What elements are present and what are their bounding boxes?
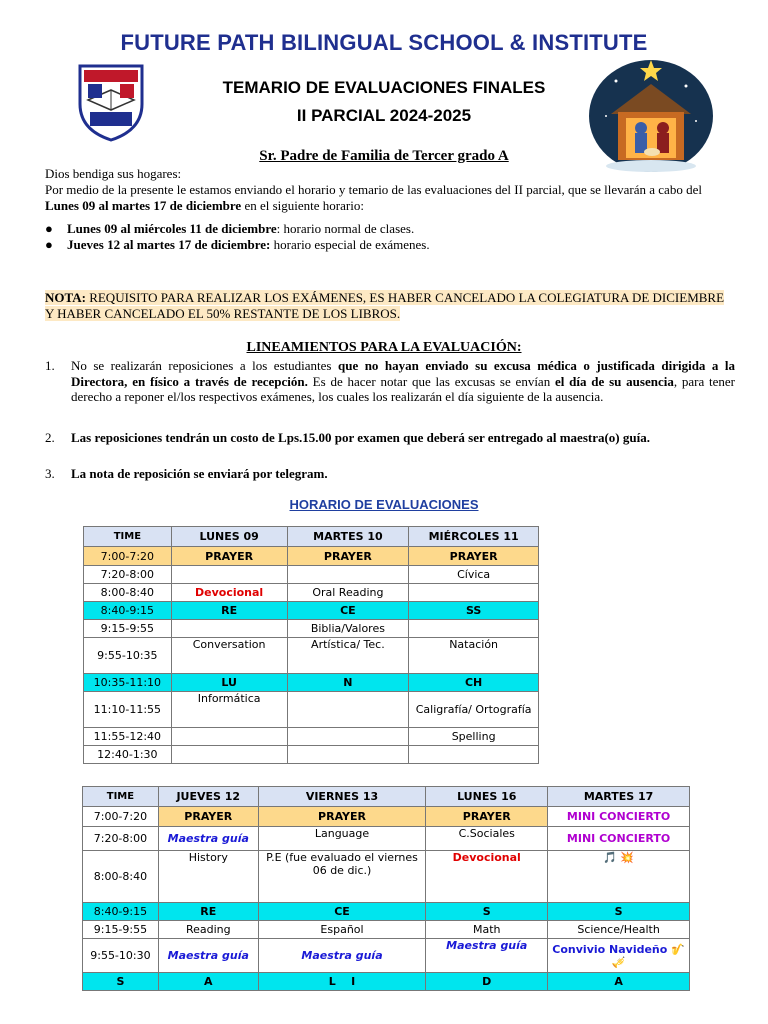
nota-requirement: NOTA: REQUISITO PARA REALIZAR LOS EXÁMENES, ES HABER CANCELADO LA COLEGIATURA DE DICIEMBRE Y HABER CANCELADO EL 50% RESTANTE DE LOS LIBROS. bbox=[45, 290, 725, 321]
schedule-cell bbox=[409, 746, 539, 764]
table-header-row bbox=[83, 787, 690, 807]
schedule-cell: Español bbox=[258, 921, 426, 939]
guideline-2: 2. Las reposiciones tendrán un costo de Lps.15.00 por examen que deberá ser entregado al maestra(o) guía. bbox=[45, 430, 650, 445]
guidelines-title: LINEAMIENTOS PARA LA EVALUACIÓN: bbox=[246, 340, 522, 355]
schedule-cell: C.Sociales bbox=[426, 827, 548, 851]
schedule-cell: S bbox=[548, 903, 690, 921]
schedule-cell: Biblia/Valores bbox=[287, 620, 409, 638]
salida-cell: A bbox=[548, 973, 690, 991]
table-row bbox=[83, 807, 690, 827]
time-cell: 11:10-11:55 bbox=[84, 692, 172, 728]
table-row bbox=[83, 903, 690, 921]
schedule-cell bbox=[287, 692, 409, 728]
schedule-cell bbox=[409, 620, 539, 638]
table-row bbox=[84, 547, 539, 566]
schedule-cell: S bbox=[426, 903, 548, 921]
schedule-table-week2 bbox=[82, 786, 690, 991]
table-row bbox=[83, 939, 690, 973]
schedule-cell: Oral Reading bbox=[287, 584, 409, 602]
schedule-cell: CE bbox=[258, 903, 426, 921]
school-logo bbox=[70, 60, 152, 142]
time-cell: 8:40-9:15 bbox=[84, 602, 172, 620]
schedule-cell: N bbox=[287, 674, 409, 692]
guideline-1: 1. No se realizarán reposiciones a los estudiantes que no hayan enviado su excusa médica o justificada dirigida a la Directora, en físico a través de recepción. Es de hacer notar que las excusas se envían el día de su ausencia, para tener derecho a reponer el/los respectivos exámenes, los cuales los realizarán el día siguiente de la ausencia. bbox=[45, 358, 735, 404]
time-cell: 8:40-9:15 bbox=[83, 903, 159, 921]
schedule-cell: CH bbox=[409, 674, 539, 692]
bullet-special-schedule: ● Jueves 12 al martes 17 de diciembre: horario especial de exámenes. bbox=[45, 237, 430, 252]
doc-subtitle: II PARCIAL 2024-2025 bbox=[296, 106, 472, 125]
time-cell: 12:40-1:30 bbox=[84, 746, 172, 764]
salida-cell: S bbox=[83, 973, 159, 991]
schedule-cell: Conversation bbox=[171, 638, 287, 674]
table-row bbox=[84, 602, 539, 620]
schedule-cell: Caligrafía/ Ortografía bbox=[409, 692, 539, 728]
greeting-line: Dios bendiga sus hogares: bbox=[45, 166, 182, 181]
schedule-table-week1 bbox=[83, 526, 539, 764]
schedule-cell bbox=[287, 728, 409, 746]
schedule-cell: Devocional bbox=[426, 851, 548, 903]
table-header-cell: MIÉRCOLES 11 bbox=[409, 527, 539, 547]
schedule-cell: Math bbox=[426, 921, 548, 939]
table-row bbox=[84, 584, 539, 602]
schedule-cell: 🎵 💥 bbox=[548, 851, 690, 903]
table-header-cell: LUNES 09 bbox=[171, 527, 287, 547]
schedule-cell: P.E (fue evaluado el viernes 06 de dic.) bbox=[258, 851, 426, 903]
schedule-cell: PRAYER bbox=[409, 547, 539, 566]
time-cell: 11:55-12:40 bbox=[84, 728, 172, 746]
table-row bbox=[83, 973, 690, 991]
schedule-cell: History bbox=[158, 851, 258, 903]
schedule-cell: CE bbox=[287, 602, 409, 620]
schedule-cell bbox=[171, 566, 287, 584]
bullet-normal-schedule: ● Lunes 09 al miércoles 11 de diciembre: horario normal de clases. bbox=[45, 221, 415, 236]
time-cell: 8:00-8:40 bbox=[84, 584, 172, 602]
salida-cell: L I bbox=[258, 973, 426, 991]
time-cell: 8:00-8:40 bbox=[83, 851, 159, 903]
table-header-cell: MARTES 10 bbox=[287, 527, 409, 547]
schedule-cell: Devocional bbox=[171, 584, 287, 602]
table-header-row bbox=[84, 527, 539, 547]
school-name: FUTURE PATH BILINGUAL SCHOOL & INSTITUTE bbox=[120, 30, 648, 55]
schedule-cell: PRAYER bbox=[287, 547, 409, 566]
schedule-cell: Natación bbox=[409, 638, 539, 674]
table-row bbox=[83, 921, 690, 939]
table-row bbox=[83, 827, 690, 851]
table-row bbox=[84, 746, 539, 764]
table-row bbox=[84, 674, 539, 692]
time-cell: 7:20-8:00 bbox=[83, 827, 159, 851]
table-header-cell: TIME bbox=[83, 787, 159, 807]
time-cell: 7:00-7:20 bbox=[83, 807, 159, 827]
table-row bbox=[84, 692, 539, 728]
schedule-cell bbox=[171, 620, 287, 638]
time-cell: 10:35-11:10 bbox=[84, 674, 172, 692]
schedule-cell: SS bbox=[409, 602, 539, 620]
time-cell: 7:00-7:20 bbox=[84, 547, 172, 566]
time-cell: 7:20-8:00 bbox=[84, 566, 172, 584]
schedule-cell: Artística/ Tec. bbox=[287, 638, 409, 674]
table-row bbox=[84, 620, 539, 638]
schedule-cell: RE bbox=[158, 903, 258, 921]
schedule-cell: Maestra guía bbox=[158, 827, 258, 851]
schedule-cell: Maestra guía bbox=[426, 939, 548, 973]
time-cell: 9:15-9:55 bbox=[83, 921, 159, 939]
schedule-cell: Reading bbox=[158, 921, 258, 939]
schedule-cell bbox=[287, 566, 409, 584]
schedule-cell bbox=[171, 728, 287, 746]
schedule-cell: Maestra guía bbox=[158, 939, 258, 973]
time-cell: 9:55-10:30 bbox=[83, 939, 159, 973]
schedule-cell: Science/Health bbox=[548, 921, 690, 939]
table-header-cell: TIME bbox=[84, 527, 172, 547]
schedule-cell: Language bbox=[258, 827, 426, 851]
schedule-cell: Convivio Navideño 🎷🎺 bbox=[548, 939, 690, 973]
schedule-cell bbox=[287, 746, 409, 764]
time-cell: 9:55-10:35 bbox=[84, 638, 172, 674]
salida-cell: A bbox=[158, 973, 258, 991]
schedule-cell: PRAYER bbox=[171, 547, 287, 566]
schedule-cell: RE bbox=[171, 602, 287, 620]
table-row bbox=[84, 728, 539, 746]
table-header-cell: MARTES 17 bbox=[548, 787, 690, 807]
schedule-cell: PRAYER bbox=[158, 807, 258, 827]
schedule-cell: Maestra guía bbox=[258, 939, 426, 973]
schedule-cell: Informática bbox=[171, 692, 287, 728]
schedule-cell bbox=[171, 746, 287, 764]
schedule-cell: MINI CONCIERTO bbox=[548, 827, 690, 851]
table-header-cell: LUNES 16 bbox=[426, 787, 548, 807]
table-row bbox=[83, 851, 690, 903]
salida-cell: D bbox=[426, 973, 548, 991]
schedule-cell: LU bbox=[171, 674, 287, 692]
schedule-cell: MINI CONCIERTO bbox=[548, 807, 690, 827]
schedule-title: HORARIO DE EVALUACIONES bbox=[289, 497, 479, 512]
schedule-cell: Cívica bbox=[409, 566, 539, 584]
schedule-cell: Spelling bbox=[409, 728, 539, 746]
table-row bbox=[84, 566, 539, 584]
addressee: Sr. Padre de Familia de Tercer grado A bbox=[259, 148, 509, 164]
table-header-cell: VIERNES 13 bbox=[258, 787, 426, 807]
schedule-cell: PRAYER bbox=[258, 807, 426, 827]
schedule-cell bbox=[409, 584, 539, 602]
table-header-cell: JUEVES 12 bbox=[158, 787, 258, 807]
doc-title: TEMARIO DE EVALUACIONES FINALES bbox=[222, 78, 546, 97]
schedule-cell: PRAYER bbox=[426, 807, 548, 827]
guideline-3: 3. La nota de reposición se enviará por telegram. bbox=[45, 466, 328, 481]
intro-paragraph: Por medio de la presente le estamos enviando el horario y temario de las evaluaciones del II parcial, que se llevarán a cabo del Lunes 09 al martes 17 de diciembre en el siguiente horario: bbox=[45, 182, 702, 213]
time-cell: 9:15-9:55 bbox=[84, 620, 172, 638]
table-row bbox=[84, 638, 539, 674]
